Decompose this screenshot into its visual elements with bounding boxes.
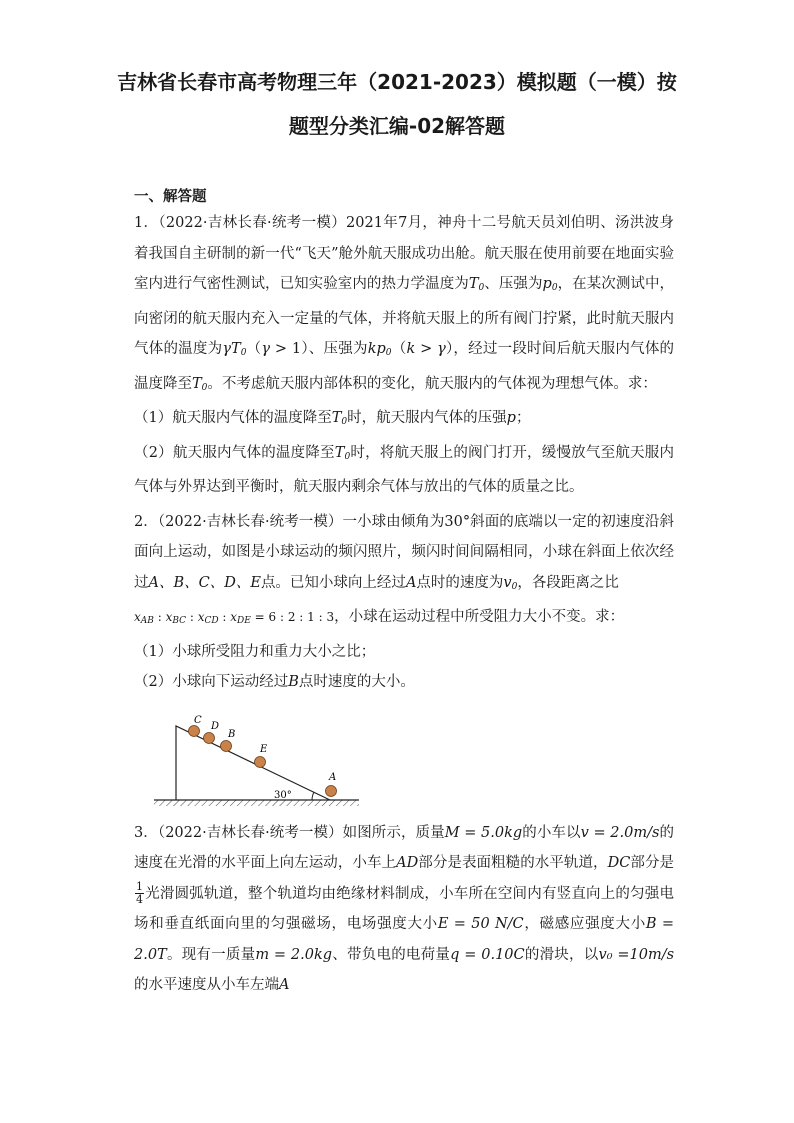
- ball-D: [204, 732, 215, 743]
- ball-B: [221, 740, 232, 751]
- question-1: 1．（2022·吉林长春·统考一模）2021年7月，神舟十二号航天员刘伯明、汤洪波身着我国自主研制的新一代“飞天”舱外航天服成功出舱。航天服在使用前要在地面实验室内进行气密性测试，已知实验室内的热力学温度为T0、压强为p0，在某次测试中，向密闭的航天服内充入一定量的气体，并将航天服上的所有阀门拧紧，此时航天服内气体的温度为γT0（γ > 1）、压强为kp0（k > γ），经过一段时间后航天服内气体的温度降至T0。不考虑航天服内部体积的变化，航天服内的气体视为理想气体。求：: [134, 215, 675, 393]
- question-list: [134, 208, 674, 1001]
- question-2: 2．（2022·吉林长春·统考一模）一小球由倾角为30°斜面的底端以一定的初速度沿斜面向上运动，如图是小球运动的频闪照片，频闪时间间隔相同，小球在斜面上依次经过A、B、C、D、E点。已知小球向上经过A点时的速度为v0，各段距离之比: [134, 513, 674, 592]
- angle-label: 30°: [274, 789, 292, 801]
- incline-figure: [154, 712, 364, 812]
- symbol-gammaT0: γT0: [222, 341, 247, 358]
- question-3: 3．（2022·吉林长春·统考一模）如图所示，质量M = 5.0kg的小车以v = 2.0m/s的速度在光滑的水平面上向左运动，小车上AD部分是表面粗糙的水平轨道，DC部分是 $\frac{1}{4}$ 光滑圆弧轨道，整个轨道均由绝缘材料制成，小车所在空间内有竖直向上的匀强电场和垂直纸面向里的匀强磁场，电场强度大小E = 50 N/C，磁感应强度大小B = 2.0T。现有一质量m = 2.0kg、带负电的电荷量q = 0.10C的滑块，以v₀ =10m/s的水平速度从小车左端A: [134, 824, 675, 993]
- symbol-v0: v0: [503, 574, 518, 592]
- symbol-kp0: kp0: [367, 341, 392, 358]
- balls: [189, 725, 337, 796]
- question-2-ratio-line: xAB : xBC : xCD : xDE = 6 : 2 : 1 : 3，小球在运动过程中所受阻力大小不变。求：: [134, 609, 625, 626]
- symbol-p0: p0: [542, 276, 558, 293]
- ground-hatch: [154, 800, 359, 806]
- question-2-part-2: （2）小球向下运动经过B点时速度的大小。: [134, 674, 415, 690]
- question-1-head: 1．（2022·吉林长春·统考一模）: [134, 215, 347, 231]
- distance-ratio: xAB : xBC : xCD : xDE = 6 : 2 : 1 : 3: [134, 610, 335, 626]
- symbol-T0: T0: [468, 276, 485, 293]
- section-heading: 一、解答题: [134, 189, 207, 205]
- document-title-line1: 吉林省长春市高考物理三年（2021-2023）模拟题（一模）按: [117, 70, 677, 94]
- angle-arc: [312, 792, 314, 800]
- label-D: D: [211, 720, 220, 732]
- label-B: B: [228, 728, 236, 740]
- question-1-part-2: （2）航天服内气体的温度降至T0时，将航天服上的阀门打开，缓慢放气至航天服内气体与外界达到平衡时，航天服内剩余气体与放出的气体的质量之比。: [134, 444, 674, 495]
- question-2-head: 2．（2022·吉林长春·统考一模）: [134, 513, 343, 530]
- label-E: E: [260, 743, 268, 755]
- incline-wedge: [176, 726, 330, 800]
- label-A: A: [329, 771, 337, 783]
- question-3-head: 3．（2022·吉林长春·统考一模）: [134, 824, 343, 841]
- label-C: C: [194, 714, 202, 726]
- question-1-part-1: （1）航天服内气体的温度降至T0时，航天服内气体的压强p；: [134, 410, 531, 427]
- ball-C: [189, 725, 200, 736]
- ball-labels: [194, 715, 336, 783]
- question-2-part-1: （1）小球所受阻力和重力大小之比；: [134, 643, 376, 660]
- quarter-fraction: $\frac{1}{4}$: [136, 880, 143, 906]
- ball-E: [255, 756, 266, 767]
- ball-A: [326, 785, 337, 796]
- document-title-line2: 题型分类汇编-02解答题: [288, 114, 506, 138]
